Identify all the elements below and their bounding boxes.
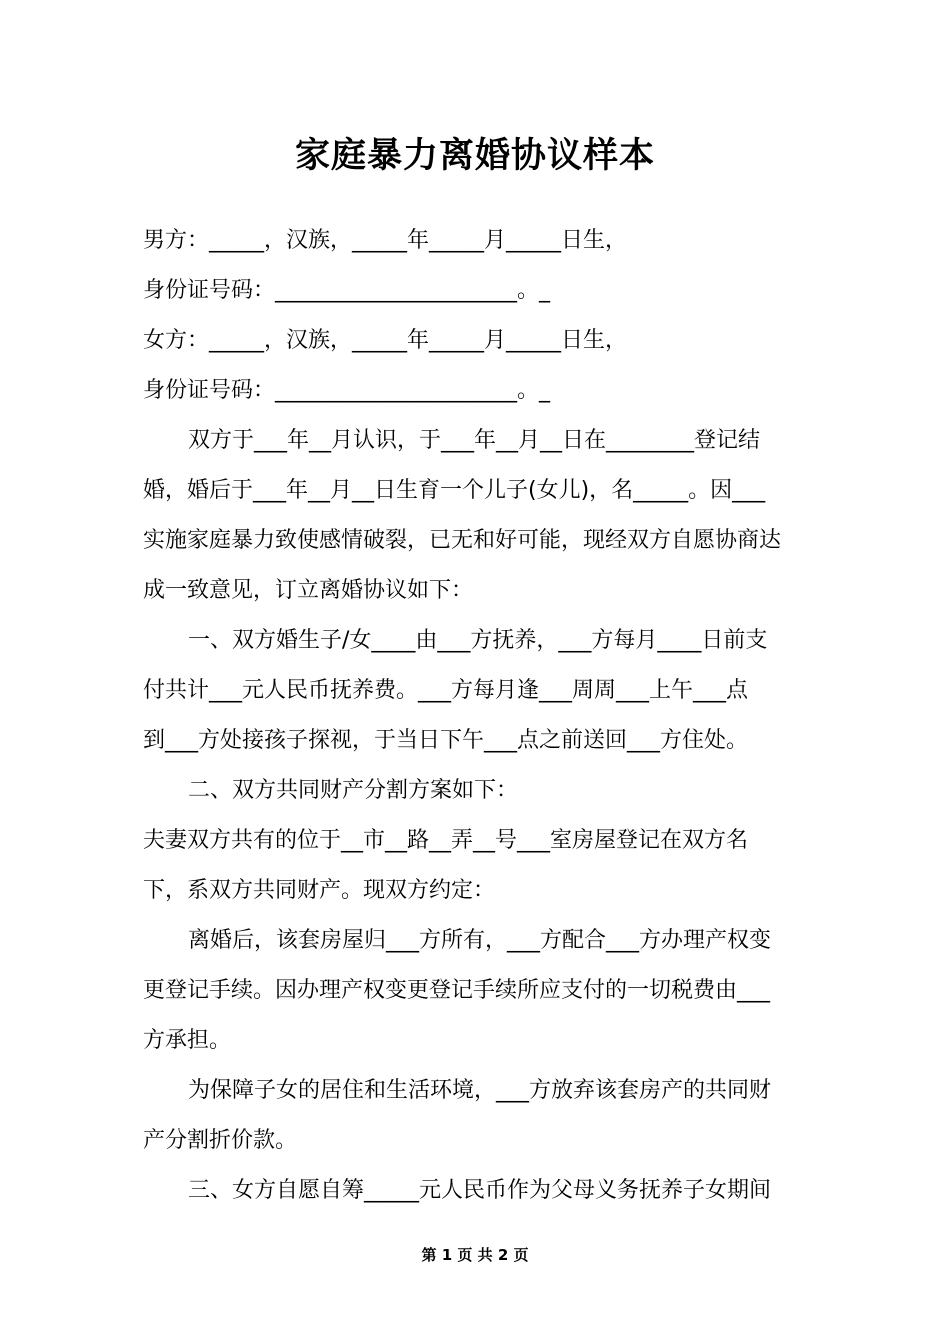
clause-two-line: 离婚后，该套房屋归___方所有，___方配合___方办理产权变 bbox=[188, 928, 772, 953]
paragraph-line: 婚，婚后于___年__月__日生育一个儿子(女儿)，名_____。因___ bbox=[143, 478, 766, 503]
document-title: 家庭暴力离婚协议样本 bbox=[294, 136, 655, 176]
clause-one-line: 到___方处接孩子探视，于当日下午___点之前送回___方住处。 bbox=[143, 728, 749, 753]
clause-one-line: 付共计___元人民币抚养费。___方每月逢___周周___上午___点 bbox=[143, 678, 749, 703]
paragraph-line: 成一致意见，订立离婚协议如下： bbox=[143, 578, 474, 603]
clause-two-line: 产分割折价款。 bbox=[143, 1128, 298, 1153]
male-id-number-line: 身份证号码：______________________。_ bbox=[143, 278, 551, 303]
male-party-line: 男方：_____，汉族，_____年_____月_____日生， bbox=[143, 228, 628, 253]
page-number: 第 1 页 共 2 页 bbox=[421, 1246, 529, 1264]
clause-two-line: 方承担。 bbox=[143, 1028, 232, 1053]
paragraph-line: 实施家庭暴力致使感情破裂，已无和好可能，现经双方自愿协商达 bbox=[143, 528, 782, 553]
female-id-number-line: 身份证号码：______________________。_ bbox=[143, 378, 551, 403]
clause-two-line: 下，系双方共同财产。现双方约定： bbox=[143, 878, 496, 903]
clause-two-line: 为保障子女的居住和生活环境，___方放弃该套房产的共同财 bbox=[188, 1078, 772, 1103]
clause-two-line: 更登记手续。因办理产权变更登记手续所应支付的一切税费由___ bbox=[143, 978, 771, 1003]
clause-three-line: 三、女方自愿自筹_____元人民币作为父母义务抚养子女期间 bbox=[188, 1178, 772, 1203]
female-party-line: 女方：_____，汉族，_____年_____月_____日生， bbox=[143, 328, 628, 353]
document-body bbox=[143, 216, 808, 1216]
clause-one-line: 一、双方婚生子/女____由___方抚养，___方每月____日前支 bbox=[188, 628, 768, 653]
paragraph-line: 双方于___年__月认识，于___年__月__日在________登记结 bbox=[188, 428, 761, 453]
clause-two-line: 夫妻双方共有的位于__市__路__弄__号___室房屋登记在双方名 bbox=[143, 828, 749, 853]
clause-two-heading: 二、双方共同财产分割方案如下： bbox=[188, 778, 519, 803]
